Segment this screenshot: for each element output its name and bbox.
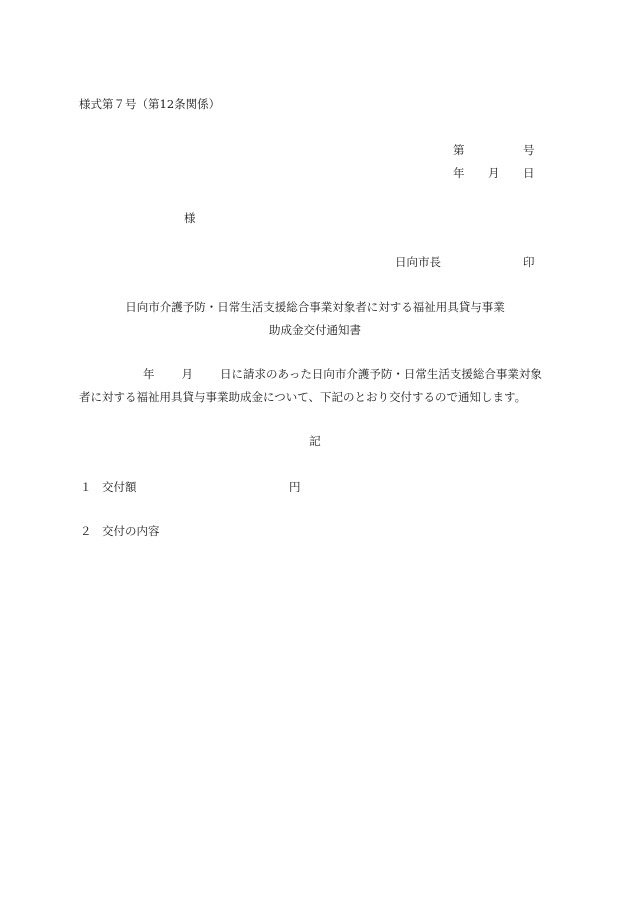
document-title-line-1: 日向市介護予防・日常生活支援総合事業対象者に対する福祉用具貸与事業 (125, 300, 505, 314)
document-number-suffix: 号 (523, 143, 535, 157)
body-line-1-text: 日に請求のあった日向市介護予防・日常生活支援総合事業対象 (220, 367, 542, 381)
body-year-label: 年 (143, 367, 155, 381)
item-number: ２ (80, 524, 92, 538)
body-month-label: 月 (181, 367, 193, 381)
body-paragraph (79, 363, 549, 409)
date-month-label: 月 (488, 166, 500, 180)
seal-mark: 印 (523, 255, 535, 269)
item-label: 交付額 (102, 480, 137, 494)
body-line-2: 者に対する福祉用具貸与事業助成金について、下記のとおり交付するので通知します。 (79, 390, 527, 404)
issuer-title: 日向市長 (395, 255, 441, 269)
item-label: 交付の内容 (102, 524, 160, 538)
addressee-honorific: 様 (184, 211, 196, 225)
amount-unit: 円 (289, 480, 301, 494)
form-number: 様式第７号（第12条関係） (79, 97, 221, 111)
item-number: １ (80, 480, 92, 494)
document-number-label: 第 (453, 143, 465, 157)
date-day-label: 日 (523, 166, 535, 180)
list-item-content (80, 526, 160, 538)
date-year-label: 年 (453, 166, 465, 180)
document-title-line-2: 助成金交付通知書 (269, 323, 361, 337)
body-line-1 (79, 363, 549, 386)
kiki-heading: 記 (309, 434, 321, 448)
list-item-amount (80, 482, 137, 494)
